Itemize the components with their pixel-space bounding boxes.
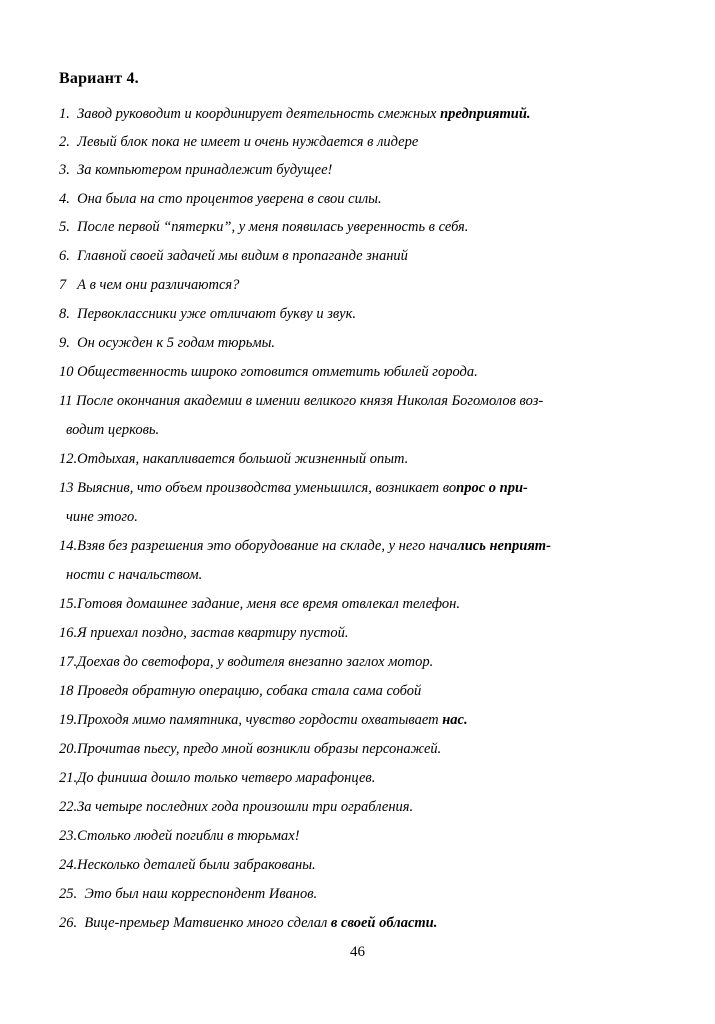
item-text: Главной своей задачей мы видим в пропаганде знаний — [77, 248, 408, 264]
item-text: Несколько деталей были забракованы. — [77, 857, 316, 873]
item-number: 21. — [59, 770, 78, 786]
list-item — [59, 445, 649, 473]
list-item — [59, 300, 649, 328]
item-number: 11 — [59, 393, 73, 409]
list-item — [59, 532, 649, 560]
item-number: 19. — [59, 712, 78, 728]
item-continuation: чине этого. — [66, 509, 138, 525]
item-number: 7 — [59, 277, 67, 293]
page-number: 46 — [350, 944, 365, 960]
item-number: 26. — [59, 915, 78, 931]
item-text: За четыре последних года произошли три ограбления. — [77, 799, 414, 815]
list-item — [59, 100, 649, 128]
list-item — [59, 764, 649, 792]
item-text: Я приехал поздно, застав квартиру пустой. — [77, 625, 349, 641]
item-text: Завод руководит и координирует деятельность смежных — [77, 106, 441, 122]
item-text: За компьютером принадлежит будущее! — [77, 162, 333, 178]
item-text: Она была на сто процентов уверена в свои силы. — [77, 191, 382, 207]
item-number: 2. — [59, 134, 70, 150]
item-number: 5. — [59, 219, 70, 235]
item-text: Он осужден к 5 годам тюрьмы. — [77, 335, 276, 351]
item-number: 12. — [59, 451, 78, 467]
list-item — [59, 880, 649, 908]
list-item — [59, 185, 649, 213]
list-item — [59, 851, 649, 879]
item-number: 22. — [59, 799, 78, 815]
item-text: Столько людей погибли в тюрьмах! — [77, 828, 300, 844]
item-text: Прочитав пьесу, предо мной возникли образы персонажей. — [77, 741, 442, 757]
item-text: Вице-премьер Матвиенко много сделал — [84, 915, 331, 931]
list-item — [59, 677, 649, 705]
item-number: 15. — [59, 596, 78, 612]
item-number: 8. — [59, 306, 70, 322]
item-number: 17. — [59, 654, 78, 670]
list-item — [59, 358, 649, 386]
list-item — [59, 474, 649, 502]
item-number: 9. — [59, 335, 70, 351]
item-bold-text: нас. — [442, 712, 468, 728]
item-text: Это был наш корреспондент Иванов. — [84, 886, 318, 902]
item-continuation: водит церковь. — [66, 422, 160, 438]
item-text: Взяв без разрешения это оборудование на складе, у него нача — [77, 538, 458, 554]
item-text: Выяснив, что объем производства уменьшился, возникает во — [77, 480, 457, 496]
item-text: Проходя мимо памятника, чувство гордости охватывает — [77, 712, 443, 728]
item-number: 20. — [59, 741, 78, 757]
list-item — [59, 619, 649, 647]
list-item — [59, 128, 649, 156]
item-text: Первоклассники уже отличают букву и звук. — [77, 306, 356, 322]
item-text: Проведя обратную операцию, собака стала сама собой — [77, 683, 422, 699]
list-item — [59, 213, 649, 241]
item-bold-text: прос о при- — [456, 480, 528, 496]
list-item — [59, 735, 649, 763]
item-continuation: ности с начальством. — [66, 567, 203, 583]
item-number: 6. — [59, 248, 70, 264]
list-item — [59, 156, 649, 184]
item-number: 23. — [59, 828, 78, 844]
item-number: 25. — [59, 886, 78, 902]
item-text: После первой “пятерки”, у меня появилась уверенность в себя. — [77, 219, 469, 235]
item-number: 13 — [59, 480, 74, 496]
list-item — [59, 648, 649, 676]
item-text: После окончания академии в имении великого князя Николая Богомолов воз- — [76, 393, 544, 409]
item-bold-text: в своей области. — [330, 915, 438, 931]
item-number: 14. — [59, 538, 78, 554]
item-text: Готовя домашнее задание, меня все время отвлекал телефон. — [77, 596, 460, 612]
item-number: 4. — [59, 191, 70, 207]
list-item — [59, 271, 649, 299]
list-item — [59, 793, 649, 821]
item-number: 24. — [59, 857, 78, 873]
item-bold-text: лись неприят- — [457, 538, 551, 554]
item-text: Левый блок пока не имеет и очень нуждается в лидере — [77, 134, 419, 150]
item-text: Доехав до светофора, у водителя внезапно заглох мотор. — [77, 654, 434, 670]
list-item — [59, 590, 649, 618]
item-number: 16. — [59, 625, 78, 641]
item-number: 3. — [59, 162, 70, 178]
list-item — [59, 909, 649, 937]
item-text: Общественность широко готовится отметить юбилей города. — [77, 364, 478, 380]
item-text: До финиша дошло только четверо марафонцев. — [77, 770, 376, 786]
item-text: А в чем они различаются? — [77, 277, 240, 293]
list-item — [59, 706, 649, 734]
item-text: Отдыхая, накапливается большой жизненный опыт. — [77, 451, 409, 467]
item-number: 10 — [59, 364, 74, 380]
list-item — [59, 242, 649, 270]
list-item — [59, 387, 649, 415]
item-number: 18 — [59, 683, 74, 699]
page-title: Вариант 4. — [59, 70, 139, 87]
list-item — [59, 822, 649, 850]
item-number: 1. — [59, 106, 70, 122]
list-item — [59, 329, 649, 357]
item-bold-text: предприятий. — [440, 106, 531, 122]
